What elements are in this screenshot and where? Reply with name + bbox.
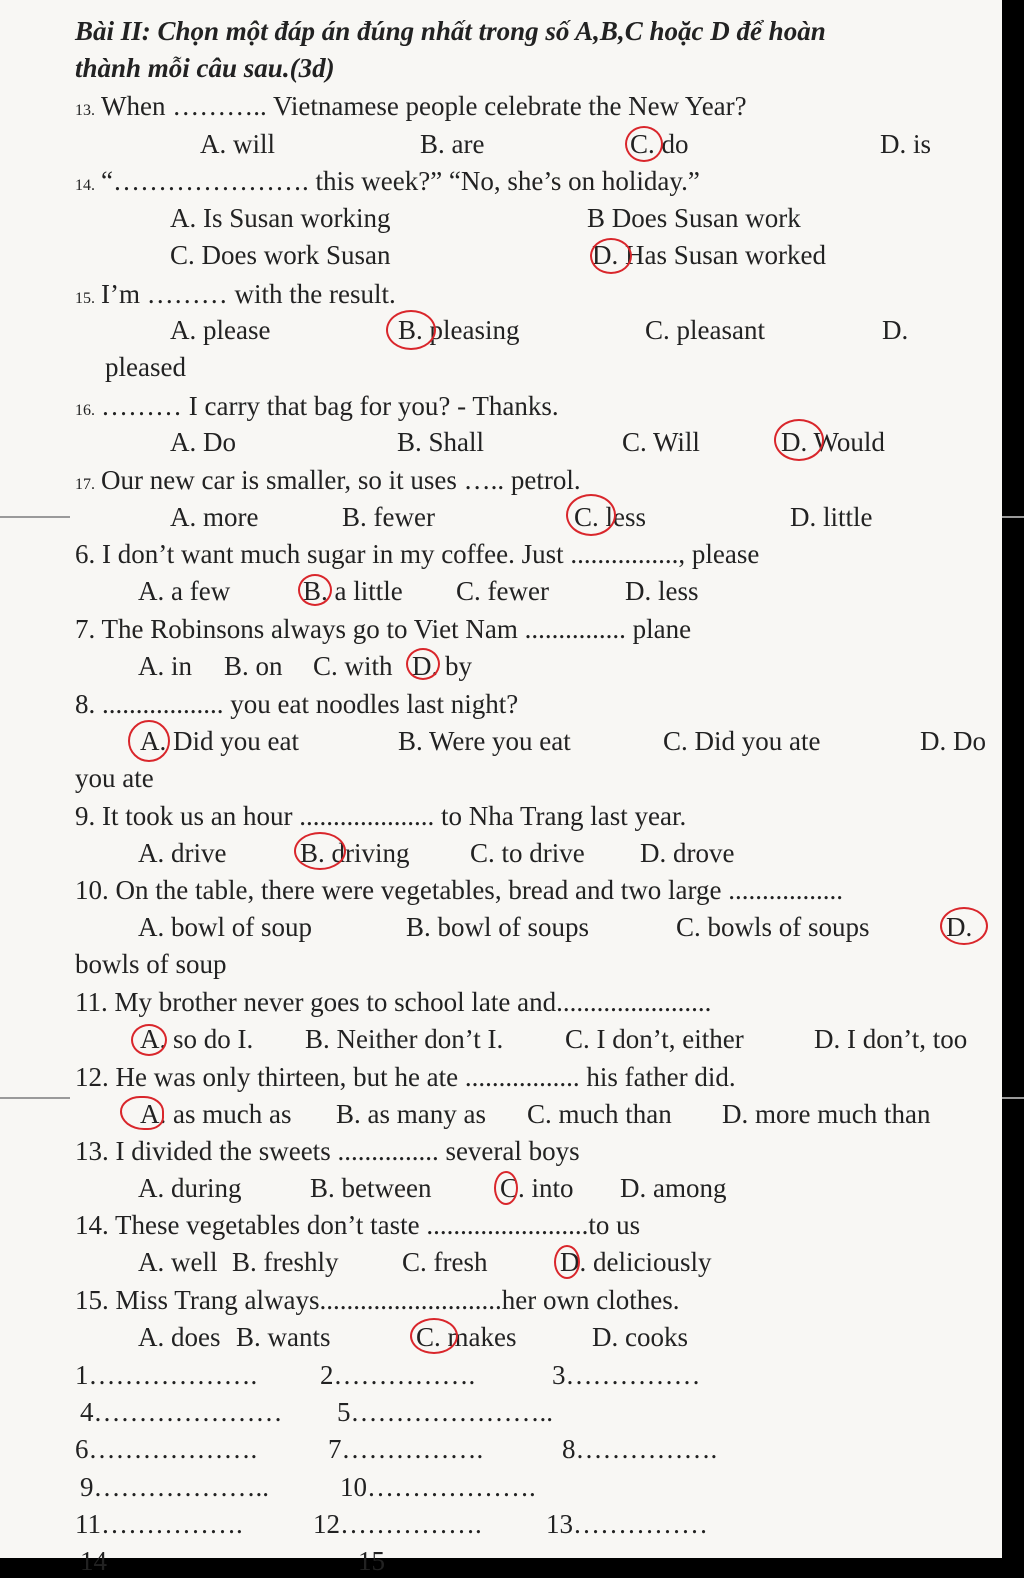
question-stem: 16. ……… I carry that bag for you? - Thanks. (75, 391, 559, 421)
answer-line-cut: 15 (358, 1546, 385, 1576)
option-c: C. much than (527, 1099, 672, 1129)
answer-line: 5………………….. (337, 1397, 553, 1427)
answer-line: 12……………. (313, 1509, 482, 1539)
option-a: A. does (138, 1322, 221, 1352)
answer-line: 3…………… (552, 1360, 701, 1390)
option-c: C. do (630, 129, 689, 159)
option-d: D. drove (640, 838, 735, 868)
option-a: A. drive (138, 838, 227, 868)
option-a: A. please (170, 315, 271, 345)
option-b: B. pleasing (398, 315, 520, 345)
option-d: D. (882, 315, 909, 345)
answer-line-cut: 14 (80, 1546, 107, 1576)
option-b: B. on (224, 651, 283, 681)
option-wrap-text: you ate (75, 763, 154, 793)
option-b: B. driving (300, 838, 410, 868)
option-d: D. Do (920, 726, 986, 756)
answer-line: 1………………. (75, 1360, 258, 1390)
option-wrap-text: pleased (105, 352, 186, 382)
option-b: B. bowl of soups (406, 912, 590, 942)
option-c: C. with (313, 651, 393, 681)
answer-line: 9……………….. (80, 1472, 269, 1502)
option-b: B. are (420, 129, 485, 159)
question-stem: 8. .................. you eat noodles last night? (75, 689, 519, 719)
option-a: A. during (138, 1173, 242, 1203)
option-d: D. I don’t, too (814, 1024, 968, 1054)
option-b: B. freshly (232, 1247, 339, 1277)
option-a: A. Is Susan working (170, 203, 391, 233)
answer-circle-mark (774, 419, 824, 461)
answer-circle-mark (494, 1171, 518, 1205)
option-b: B. a little (303, 576, 403, 606)
answer-circle-mark (554, 1245, 580, 1279)
question-stem: 12. He was only thirteen, but he ate ................. his father did. (75, 1062, 736, 1092)
question-stem: 14. “…………………. this week?” “No, she’s on holiday.” (75, 166, 700, 196)
option-c: C. bowls of soups (676, 912, 870, 942)
option-a: A. in (138, 651, 192, 681)
option-d: D. more much than (722, 1099, 931, 1129)
option-d: D. is (880, 129, 932, 159)
answer-line: 10………………. (340, 1472, 536, 1502)
question-stem: 6. I don’t want much sugar in my coffee. Just ................, please (75, 539, 760, 569)
option-a: A. more (170, 502, 259, 532)
option-b: B. between (310, 1173, 432, 1203)
answer-circle-mark (566, 494, 616, 536)
answer-line: 13…………… (546, 1509, 708, 1539)
option-a: A. Do (170, 427, 236, 457)
option-b: B. wants (236, 1322, 331, 1352)
option-d: D. cooks (592, 1322, 688, 1352)
scan-edge-line (0, 516, 70, 518)
option-a: A. Did you eat (140, 726, 299, 756)
scan-edge-line (1002, 1097, 1024, 1099)
option-c: C. fresh (402, 1247, 488, 1277)
section-heading-line2: thành mỗi câu sau.(3d) (75, 53, 335, 83)
answer-circle-mark (590, 238, 632, 274)
answer-circle-mark (410, 1318, 458, 1354)
answer-circle-mark (386, 310, 436, 350)
answer-circle-mark (625, 126, 663, 162)
answer-circle-mark (120, 1096, 164, 1130)
option-a: A. a few (138, 576, 231, 606)
answer-circle-mark (131, 1024, 167, 1056)
option-a: A. well (138, 1247, 218, 1277)
question-stem: 11. My brother never goes to school late and....................... (75, 987, 712, 1017)
answer-circle-mark (406, 648, 440, 680)
option-c: C. into (500, 1173, 574, 1203)
question-stem: 15. I’m ……… with the result. (75, 279, 396, 309)
option-b: B. Shall (397, 427, 485, 457)
option-d: D. deliciously (560, 1247, 712, 1277)
option-c: C. Does work Susan (170, 240, 391, 270)
answer-circle-mark (298, 574, 332, 606)
option-b: B. fewer (342, 502, 435, 532)
option-d: D. less (625, 576, 699, 606)
option-c: C. makes (416, 1322, 517, 1352)
question-stem: 17. Our new car is smaller, so it uses ….. petrol. (75, 465, 581, 495)
answer-line: 7……………. (328, 1434, 484, 1464)
option-c: C. to drive (470, 838, 585, 868)
question-stem: 13. I divided the sweets ............... several boys (75, 1136, 580, 1166)
option-c: C. Did you ate (663, 726, 821, 756)
answer-line: 11……………. (75, 1509, 243, 1539)
scan-edge-line (1002, 516, 1024, 518)
answer-circle-mark (294, 832, 346, 870)
question-stem: 10. On the table, there were vegetables, bread and two large ................. (75, 875, 843, 905)
option-c: C. less (574, 502, 647, 532)
option-c: C. pleasant (645, 315, 765, 345)
question-stem: 7. The Robinsons always go to Viet Nam ............... plane (75, 614, 692, 644)
option-d: D. Would (781, 427, 885, 457)
option-a: A. as much as (140, 1099, 292, 1129)
question-stem: 15. Miss Trang always...........................her own clothes. (75, 1285, 680, 1315)
option-c: C. fewer (456, 576, 549, 606)
option-c: C. I don’t, either (565, 1024, 744, 1054)
option-b: B. Neither don’t I. (305, 1024, 504, 1054)
question-stem: 14. These vegetables don’t taste ........................to us (75, 1210, 641, 1240)
option-wrap-text: bowls of soup (75, 949, 227, 979)
answer-line: 4………………… (80, 1397, 283, 1427)
answer-line: 2……………. (320, 1360, 476, 1390)
option-d: D. little (790, 502, 873, 532)
question-stem: 9. It took us an hour .................... to Nha Trang last year. (75, 801, 687, 831)
option-c: C. Will (622, 427, 700, 457)
option-b: B. Were you eat (398, 726, 571, 756)
option-d: D. (946, 912, 973, 942)
option-a: A. bowl of soup (138, 912, 312, 942)
question-stem: 13. When ……….. Vietnamese people celebrate the New Year? (75, 91, 747, 121)
answer-line: 8……………. (562, 1434, 718, 1464)
option-a: A. so do I. (140, 1024, 254, 1054)
answer-circle-mark (128, 720, 170, 762)
option-a: A. will (200, 129, 276, 159)
scan-edge-line (0, 1097, 70, 1099)
option-d: D. among (620, 1173, 727, 1203)
option-d: D. by (412, 651, 472, 681)
option-b: B Does Susan work (587, 203, 801, 233)
option-d: D. Has Susan worked (592, 240, 826, 270)
option-b: B. as many as (336, 1099, 486, 1129)
section-heading-line1: Bài II: Chọn một đáp án đúng nhất trong số A,B,C hoặc D để hoàn (75, 16, 826, 46)
answer-line: 6………………. (75, 1434, 258, 1464)
answer-circle-mark (940, 907, 988, 945)
